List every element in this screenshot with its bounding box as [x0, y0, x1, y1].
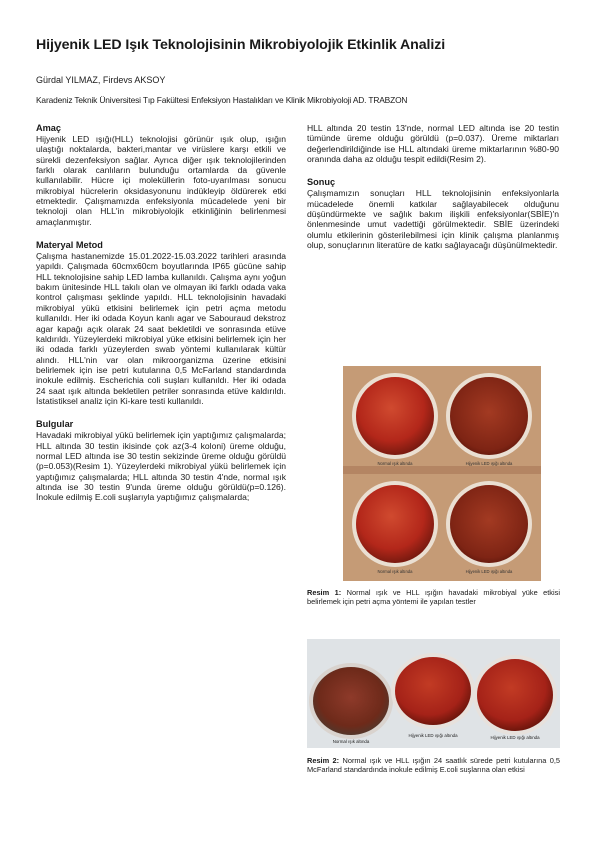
section-heading: Amaç — [36, 123, 62, 133]
author-list: Gürdal YILMAZ, Firdevs AKSOY — [36, 75, 166, 85]
dish-label: Normal ışık altında — [377, 461, 413, 466]
section-text: Hijyenik LED ışığı(HLL) teknolojisi görünür ışık olup, ışığın ulaştığı noktalarda, bakteri,mantar ve virüslere karşı etkili ve sürekli dezenfeksiyon sağlar. Ayrıca diğer ışık teknolojilerinden farklı olarak canlıların bulunduğu ortamlarda da güvenle kullanılabilir. Hücre içi moleküllerin foto-uyarılması sonucu mikrobiyal hücrelerin oksidasyonunu indükleyip öldürerek etki etmektedir. Çalışmamızda enfeksiyonla mücadelede yeni bir teknoloji olan HLL'in mikrobiyolojik etkinliğinin belirlenmesi amaçlanmıştır. — [36, 134, 286, 227]
section-materyal-metod — [36, 240, 286, 406]
petri-dish-agar — [450, 485, 528, 563]
affiliation: Karadeniz Teknik Üniversitesi Tıp Fakültesi Enfeksiyon Hastalıkları ve Klinik Mikrobiyoloji AD. TRABZON — [36, 95, 408, 105]
figure-1-caption — [307, 588, 560, 606]
petri-dishes-figure-1 — [343, 366, 541, 581]
right-column — [307, 123, 559, 260]
figure-2-caption — [307, 756, 560, 774]
caption-label: Resim 2: — [307, 756, 340, 765]
dish-label: Hijyenik LED ışığı altında — [465, 461, 513, 466]
section-heading: Sonuç — [307, 177, 336, 188]
section-sonuc — [307, 177, 559, 250]
dish-label: Hijyenik LED ışığı altında — [465, 569, 513, 574]
figure-1-petri-photo — [343, 366, 541, 581]
petri-dish-agar — [356, 377, 434, 455]
figure-2-petri-photo — [307, 639, 560, 748]
section-text: HLL altında 20 testin 13'nde, normal LED altında ise 20 testin tümünde üreme olduğu görüldü (p=0.037). Üreme miktarları değerlendirildiğinde ise HLL altındaki üreme miktarlarının %80-90 oranında daha az olduğu tespit edildi(Resim 2). — [307, 123, 559, 165]
section-text: Çalışmamızın sonuçları HLL teknolojisinin enfeksiyonlarla mücadelede önemli katkılar sağlayabilecek olduğunu düşündürmekte ve sağlık bakım ilişkili enfeksiyonlar(SBİE)'n önlenmesinde umut vadettiği görülmektedir. SBİE üzerindeki olumlu etkilerinin gösterilebilmesi için klinik çalışma planlanmış olup, sonuçlarının literatüre de katkı sağlayacağı düşünülmektedir. — [307, 188, 559, 251]
section-amac — [36, 123, 286, 227]
dish-label: Hijyenik LED ışığı altında — [408, 733, 458, 738]
left-column — [36, 123, 286, 513]
photo-divider — [343, 466, 541, 474]
section-heading: Bulgular — [36, 419, 74, 430]
petri-dish-agar — [356, 485, 434, 563]
paper-title: Hijyenik LED Işık Teknolojisinin Mikrobiyolojik Etkinlik Analizi — [36, 37, 446, 53]
section-text: Havadaki mikrobiyal yükü belirlemek için yaptığımız çalışmalarda; HLL altında 30 testin ikisinde çok az(3-4 koloni) üreme olduğu, normal LED altında ise 30 testin sekizinde üreme olduğu görüldü (p=0.053)(Resim 1). Yüzeylerdeki mikrobiyal yükü belirlemek için yaptığımız çalışmalarda; HLL altında 30 testin 4'nde, normal ışık altında ise 30 testin 9'unda üreme olduğu görüldü(p=0.126). İnokule edilmiş E.coli suşlarıyla yaptığımız çalışmalarda; — [36, 430, 286, 503]
petri-dish-agar — [477, 659, 553, 731]
dish-label: Hijyenik LED ışığı altında — [490, 735, 540, 740]
petri-dish-agar — [450, 377, 528, 455]
dish-label: Normal ışık altında — [377, 569, 413, 574]
petri-dish-agar — [395, 657, 471, 725]
petri-dish-agar — [313, 667, 389, 735]
petri-dishes-figure-2 — [307, 639, 560, 748]
caption-text: Normal ışık ve HLL ışığın havadaki mikrobiyal yüke etkisi belirlemek için petri açma yöntemi ile yapılan testler — [307, 588, 560, 607]
section-bulgular-continued — [307, 123, 559, 164]
section-heading: Materyal Metod — [36, 240, 103, 251]
dish-label: Normal ışık altında — [332, 739, 370, 744]
caption-label: Resim 1: — [307, 588, 342, 597]
caption-text: Normal ışık ve HLL ışığın 24 saatlık sürede petri kutularına 0,5 McFarland standardında inokule edilmiş E.coli suşlarına olan etkisi — [307, 756, 560, 775]
section-bulgular — [36, 419, 286, 502]
section-text: Çalışma hastanemizde 15.01.2022-15.03.2022 tarihleri arasında yapıldı. Çalışmada 60cmx60cm boyutlarında IP65 gücüne sahip HLL teknolojisine sahip LED lamba kullanıldı. Çalışma aynı yoğun bakım ünitesinde HLL takılı olan ve olmayan iki farklı odada vaka kontrol çalışması şeklinde yapıldı. HLL teknolojisinin havadaki mikrobiyal yükü etkisini belirlemek için petri açma metodu kullanıldı. Her iki odada Koyun kanlı agar ve Sabouraud dekstroz agar kapağı açık olarak 24 saat bekletildi ve sonrasında etüve kaldırıldı. Yüzeylerdeki mikrobiyal yüke etkisini belirlemek için her iki odada farklı yüzeylerden swab yöntemi kullanılarak kültür alındı. HLL'nin var olan mikroorganizma üzerine etkisini belirlemek için ise petri kutularına 0,5 McFarland standardında inokule edilmiş. Escherichia coli suşları kullanıldı. Her iki odada 24 saat ışık altında bekletilen petriler sonrasında etüve kaldırıldı. İstatistiksel analiz için Ki-kare testi kullanıldı. — [36, 251, 286, 406]
